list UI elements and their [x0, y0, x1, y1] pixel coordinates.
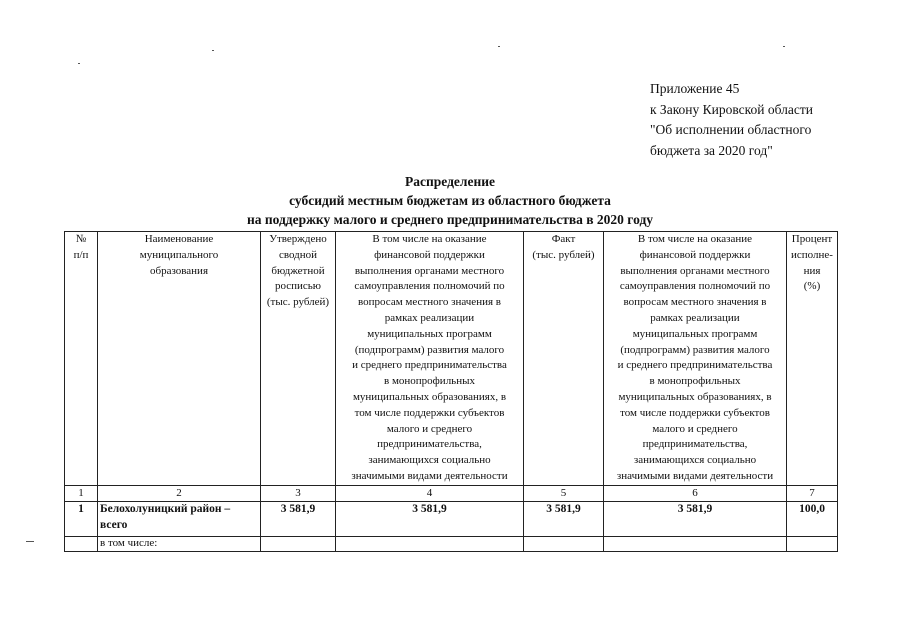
scan-speck	[212, 50, 214, 51]
empty-cell	[261, 536, 336, 551]
header-incl-fact	[604, 232, 787, 486]
header-line: Факт	[551, 233, 576, 245]
header-line: выполнения органами местного	[354, 264, 505, 277]
header-row	[65, 232, 838, 486]
row-num: 1	[65, 501, 98, 536]
header-line: В том числе на оказание	[637, 233, 753, 245]
header-line: исполне-	[791, 248, 833, 261]
row-name: Белохолуницкий район – всего	[98, 501, 261, 536]
header-line: предпринимательства,	[377, 438, 482, 451]
row-incl-fact: 3 581,9	[604, 501, 787, 536]
header-line: рамках реализации	[650, 311, 740, 324]
scan-speck	[78, 63, 80, 64]
appendix-line: "Об исполнении областного	[650, 122, 812, 137]
header-line: (тыс. рублей)	[532, 248, 595, 261]
table-subrow	[65, 536, 838, 551]
header-line: №	[75, 233, 87, 245]
row-fact: 3 581,9	[524, 501, 604, 536]
header-line: (тыс. рублей)	[266, 296, 330, 309]
column-number: 2	[98, 485, 261, 501]
header-line: финансовой поддержки	[374, 248, 485, 261]
header-line: Процент	[791, 233, 833, 245]
appendix-line: бюджета за 2020 год"	[650, 142, 773, 158]
sub-label: в том числе:	[98, 536, 261, 551]
header-line: вопросам местного значения в	[358, 296, 501, 309]
empty-cell	[787, 536, 838, 551]
row-approved: 3 581,9	[261, 501, 336, 536]
header-line: сводной	[278, 248, 318, 261]
subsidy-table	[64, 231, 838, 552]
header-line: выполнения органами местного	[620, 264, 770, 277]
header-line: рамках реализации	[384, 311, 475, 324]
column-number: 5	[524, 485, 604, 501]
empty-cell	[65, 536, 98, 551]
header-line: муниципальных программ	[367, 327, 492, 340]
header-line: росписью	[274, 280, 322, 293]
header-line: муниципальных образованиях, в	[618, 390, 772, 403]
header-line: и среднего предпринимательства	[617, 359, 773, 372]
header-line: В том числе на оказание	[372, 233, 487, 245]
row-percent: 100,0	[787, 501, 838, 536]
header-line: Утверждено	[269, 233, 327, 245]
column-number: 4	[336, 485, 524, 501]
column-number: 6	[604, 485, 787, 501]
header-line: том числе поддержки субъектов	[620, 406, 770, 419]
header-line: бюджетной	[271, 264, 325, 277]
header-line: (подпрограмм) развития малого	[354, 343, 505, 356]
header-line: занимающихся социально	[368, 454, 491, 467]
header-line: ния	[803, 264, 821, 277]
header-line: муниципальных образованиях, в	[352, 390, 507, 403]
row-incl-approved: 3 581,9	[336, 501, 524, 536]
header-line: п/п	[73, 248, 89, 261]
header-fact	[524, 232, 604, 486]
header-line: предпринимательства,	[642, 438, 748, 451]
header-line: в монопрофильных	[649, 375, 741, 388]
scan-speck	[783, 46, 785, 47]
table-row	[65, 501, 838, 536]
header-line: значимыми видами деятельности	[616, 469, 774, 482]
header-line: том числе поддержки субъектов	[354, 406, 505, 419]
header-incl-approved	[336, 232, 524, 486]
empty-cell	[336, 536, 524, 551]
column-number: 3	[261, 485, 336, 501]
header-line: муниципального	[139, 248, 219, 261]
header-line: образования	[149, 264, 209, 277]
header-line: Наименование	[144, 233, 214, 245]
header-line: финансовой поддержки	[639, 248, 751, 261]
column-number: 1	[65, 485, 98, 501]
column-number-row	[65, 485, 838, 501]
appendix-line: Приложение 45	[650, 81, 740, 96]
column-number: 7	[787, 485, 838, 501]
empty-cell	[524, 536, 604, 551]
header-line: вопросам местного значения в	[623, 296, 767, 309]
header-line: самоуправления полномочий по	[354, 280, 505, 293]
appendix-line: к Закону Кировской области	[650, 101, 814, 117]
empty-cell	[604, 536, 787, 551]
scan-speck	[26, 541, 34, 542]
header-line: (подпрограмм) развития малого	[620, 343, 770, 356]
document-title	[170, 172, 730, 229]
header-line: муниципальных программ	[632, 327, 758, 340]
scan-speck	[498, 46, 500, 47]
header-num	[65, 232, 98, 486]
header-line: и среднего предпринимательства	[352, 359, 507, 372]
header-line: (%)	[803, 280, 821, 293]
header-line: значимыми видами деятельности	[351, 469, 508, 482]
title-line: субсидий местным бюджетам из областного бюджета	[289, 193, 611, 208]
title-line: на поддержку малого и среднего предпринимательства в 2020 году	[246, 212, 654, 227]
header-line: малого и среднего	[386, 422, 473, 435]
header-name	[98, 232, 261, 486]
title-line: Распределение	[404, 174, 496, 189]
header-line: в монопрофильных	[384, 375, 475, 388]
appendix-note	[650, 79, 890, 161]
header-line: малого и среднего	[652, 422, 738, 435]
header-line: самоуправления полномочий по	[619, 280, 771, 293]
header-percent	[787, 232, 838, 486]
header-line: занимающихся социально	[633, 454, 757, 467]
header-approved	[261, 232, 336, 486]
